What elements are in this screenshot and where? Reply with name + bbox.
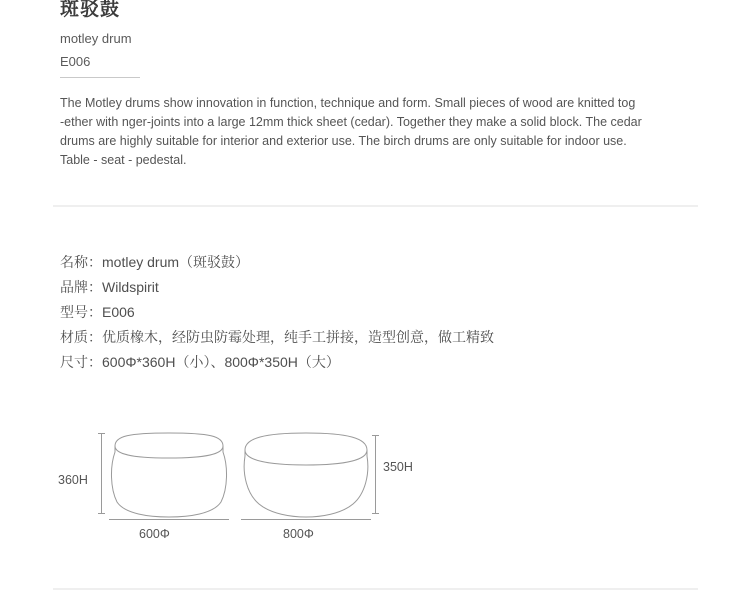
dimension-label-small-width: 600Φ	[139, 527, 170, 541]
small-drum-illustration	[109, 432, 229, 518]
divider-short	[60, 77, 140, 78]
divider-main	[53, 205, 698, 207]
spec-item-brand: 品牌：Wildspirit	[60, 279, 159, 295]
dimension-label-large-width: 800Φ	[283, 527, 314, 541]
divider-footer	[53, 588, 698, 590]
page-subtitle-english: motley drum	[60, 31, 132, 46]
description-line-1: The Motley drums show innovation in function, technique and form. Small pieces of wood are knitted tog	[60, 96, 636, 110]
dimension-line-small-width	[109, 519, 229, 520]
dimension-cap-left-bottom	[98, 513, 105, 514]
dimension-line-left-vertical	[101, 433, 102, 513]
spec-item-material: 材质：优质橡木，经防虫防霉处理，纯手工拼接，造型创意，做工精致	[60, 329, 494, 345]
spec-item-model: 型号：E006	[60, 304, 135, 320]
dimension-label-right-height: 350H	[383, 460, 413, 474]
description-line-2: -ether with nger-joints into a large 12mm thick sheet (cedar). Together they make a solid block. The cedar	[60, 115, 642, 129]
model-code: E006	[60, 54, 91, 69]
large-drum-illustration	[241, 432, 371, 518]
dimension-cap-right-top	[372, 435, 379, 436]
product-description	[60, 94, 680, 170]
description-line-3: drums are highly suitable for interior and exterior use. The birch drums are only suitable for indoor use.	[60, 134, 627, 148]
dimension-label-left-height: 360H	[58, 473, 88, 487]
page-title: 斑驳鼓	[60, 0, 121, 20]
dimension-cap-right-bottom	[372, 513, 379, 514]
dimension-drawing	[53, 415, 453, 555]
dimension-line-large-width	[241, 519, 371, 520]
spec-item-size: 尺寸：600Φ*360H（小）、800Φ*350H（大）	[60, 354, 340, 370]
spec-list	[60, 250, 700, 375]
dimension-cap-left-top	[98, 433, 105, 434]
dimension-line-right-vertical	[375, 435, 376, 513]
description-line-4: Table - seat - pedestal.	[60, 153, 187, 167]
spec-item-name: 名称：motley drum（斑驳鼓）	[60, 254, 250, 270]
